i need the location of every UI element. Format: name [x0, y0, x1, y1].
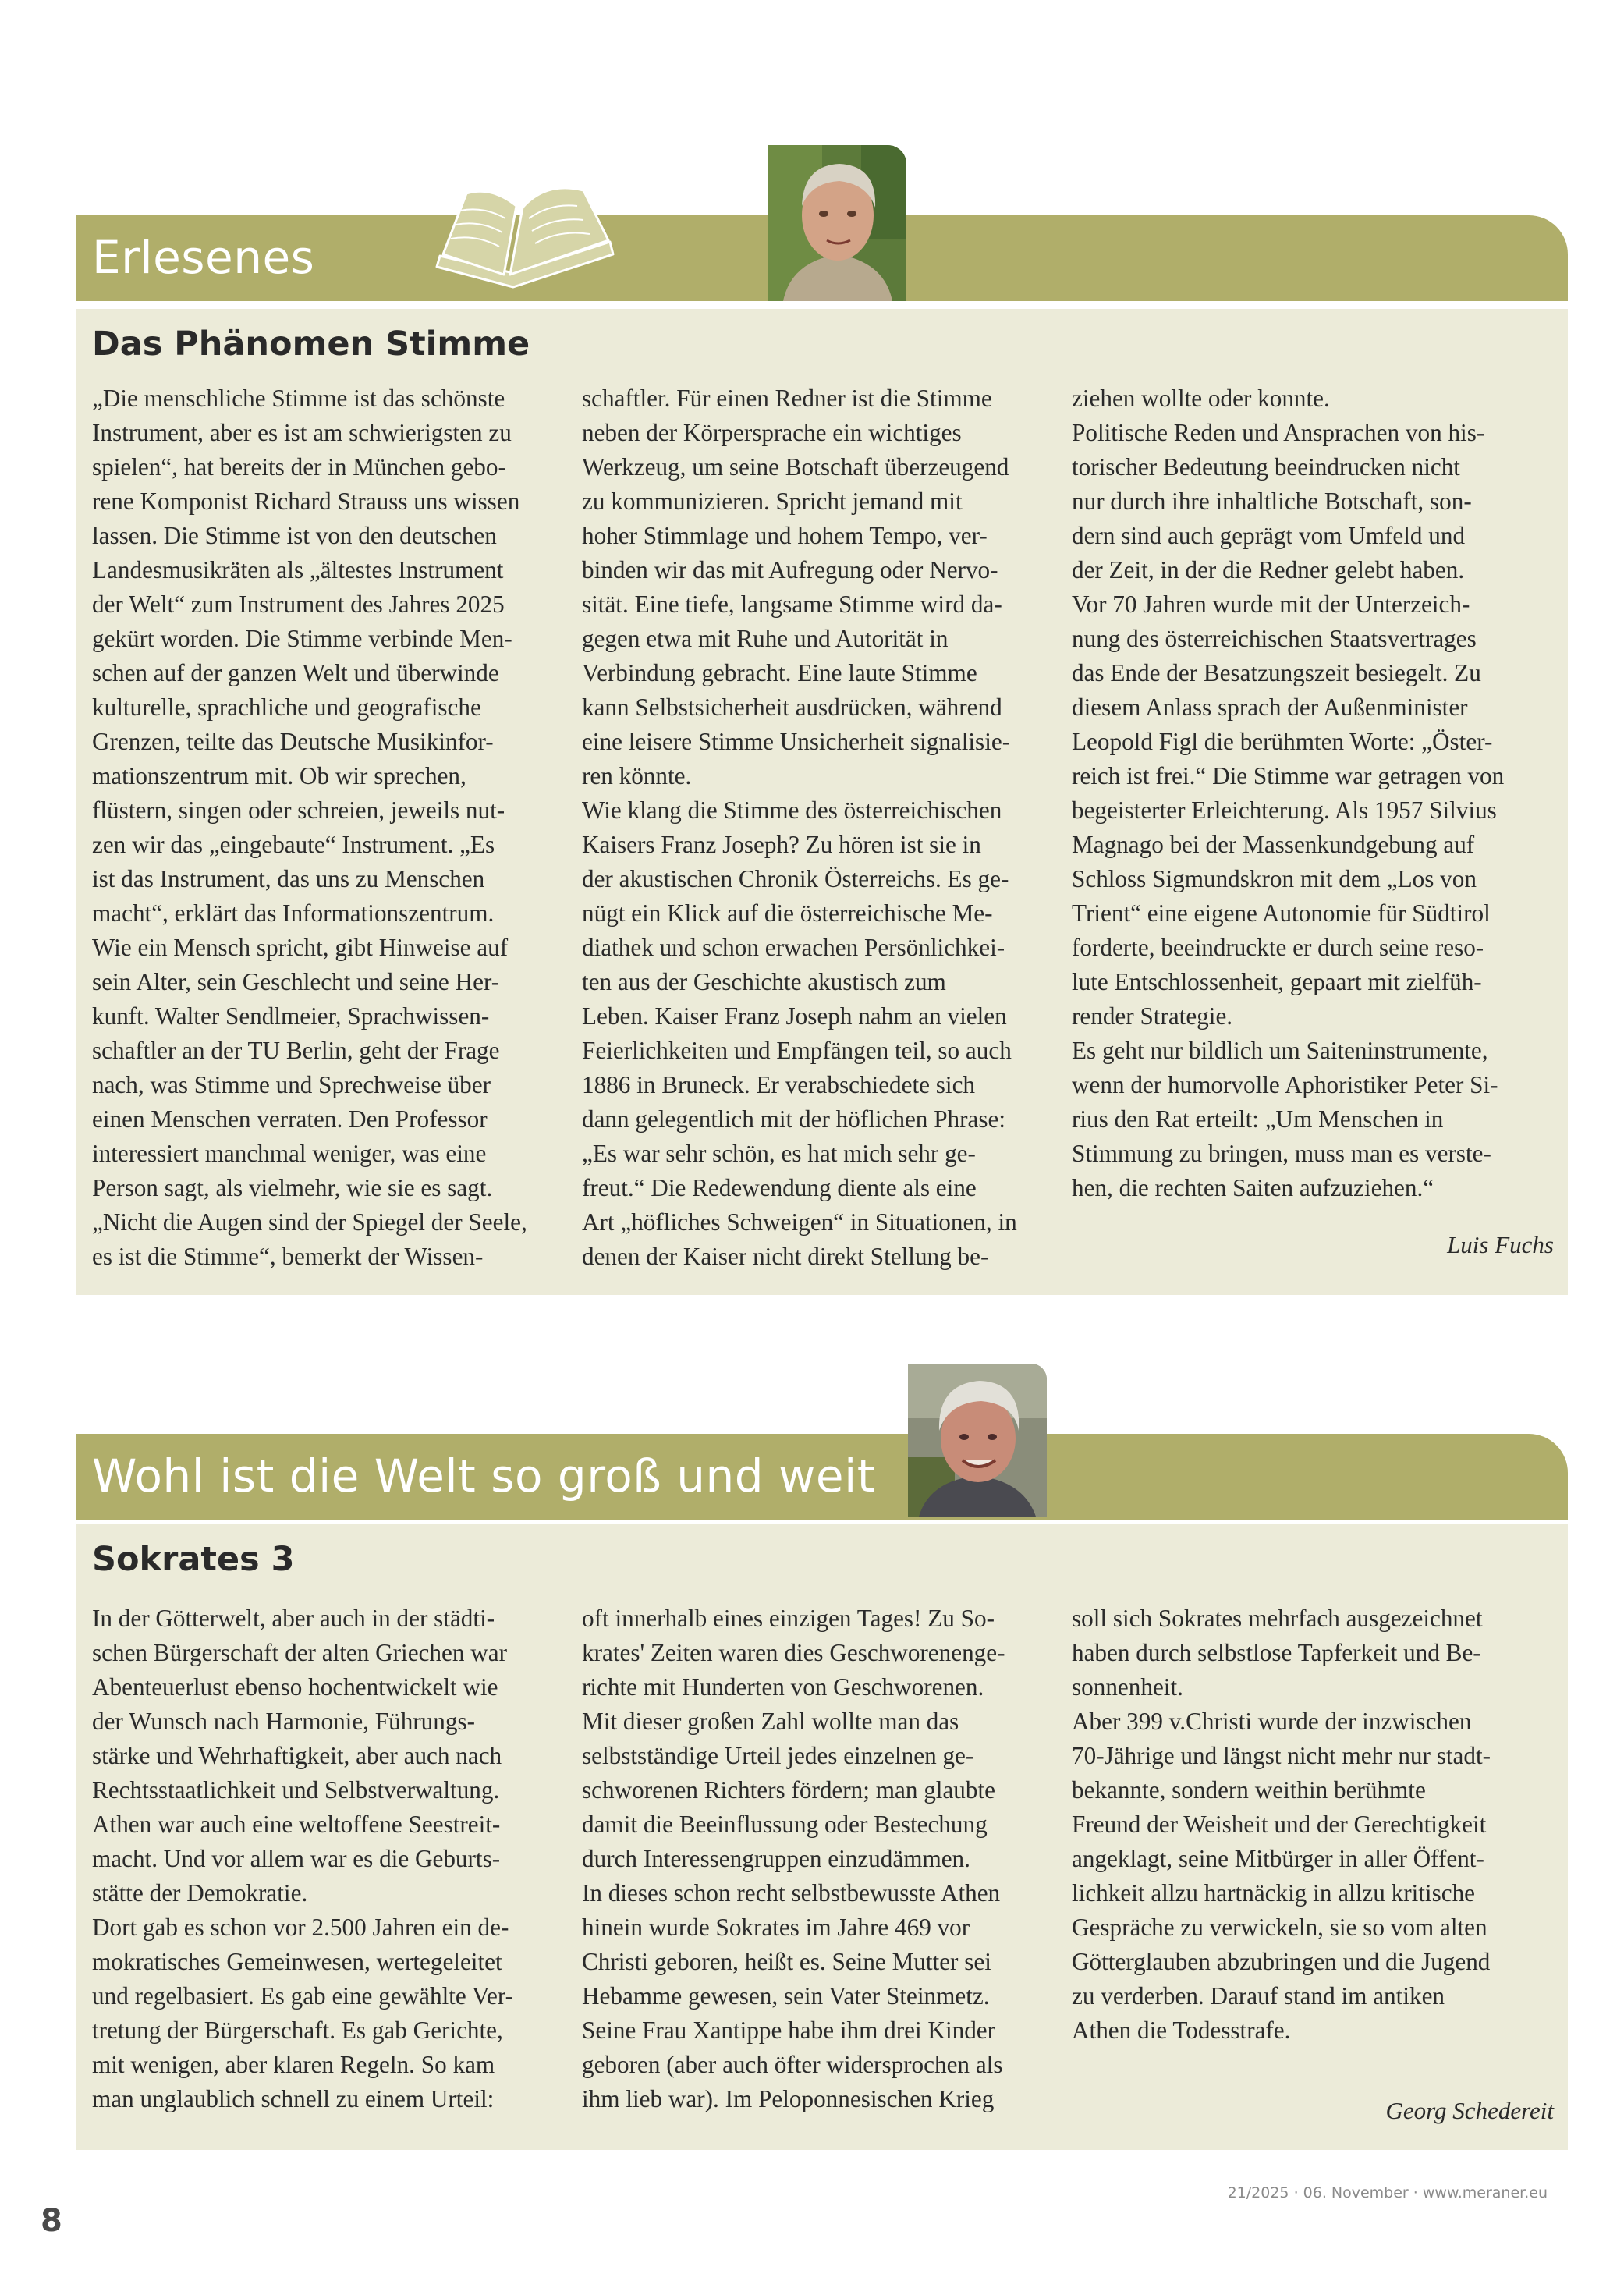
text-line: richte mit Hunderten von Geschworenen.	[582, 1673, 984, 1701]
text-line: haben durch selbstlose Tapferkeit und Be-	[1072, 1639, 1481, 1666]
text-line: macht“, erklärt das Informationszentrum.	[92, 899, 495, 927]
text-line: Verbindung gebracht. Eine laute Stimme	[582, 659, 977, 686]
text-line: kulturelle, sprachliche und geografische	[92, 694, 481, 721]
section-title: Erlesenes	[92, 231, 315, 284]
text-line: denen der Kaiser nicht direkt Stellung be-	[582, 1243, 989, 1270]
text-line: 1886 in Bruneck. Er verabschiedete sich	[582, 1071, 976, 1098]
text-line: oft innerhalb eines einzigen Tages! Zu So-	[582, 1605, 995, 1632]
text-line: der Zeit, in der die Redner gelebt haben.	[1072, 556, 1465, 584]
author-name: Luis Fuchs	[1447, 1231, 1554, 1258]
text-line: Leopold Figl die berühmten Worte: „Öster-	[1072, 728, 1493, 755]
article-sokrates	[76, 1364, 1568, 2150]
text-line: hoher Stimmlage und hohem Tempo, ver-	[582, 522, 988, 549]
text-line: In dieses schon recht selbstbewusste Athen	[582, 1879, 1001, 1907]
text-line: rene Komponist Richard Strauss uns wissen	[92, 488, 520, 515]
text-line: nügt ein Klick auf die österreichische Me-	[582, 899, 993, 927]
text-line: Athen war auch eine weltoffene Seestreit-	[92, 1811, 501, 1838]
text-line: schaftler an der TU Berlin, geht der Frage	[92, 1037, 500, 1064]
text-line: Christi geboren, heißt es. Seine Mutter sei	[582, 1948, 991, 1975]
text-line: Stimmung zu bringen, muss man es verste-	[1072, 1140, 1491, 1167]
text-line: schaftler. Für einen Redner ist die Stimme	[582, 385, 992, 412]
text-line: Wie ein Mensch spricht, gibt Hinweise auf	[92, 934, 509, 961]
text-line: dern sind auch geprägt vom Umfeld und	[1072, 522, 1466, 549]
text-line: forderte, beeindruckte er durch seine reso-	[1072, 934, 1484, 961]
article-subheading: Sokrates 3	[92, 1540, 295, 1579]
text-line: dann gelegentlich mit der höflichen Phrase:	[582, 1105, 1006, 1133]
text-line: krates' Zeiten waren dies Geschworenenge-	[582, 1639, 1005, 1666]
text-line: eine leisere Stimme Unsicherheit signalisie-	[582, 728, 1011, 755]
text-line: Person sagt, als vielmehr, wie sie es sagt.	[92, 1174, 493, 1201]
text-line: Mit dieser großen Zahl wollte man das	[582, 1708, 959, 1735]
text-line: lassen. Die Stimme ist von den deutschen	[92, 522, 497, 549]
text-line: Freund der Weisheit und der Gerechtigkeit	[1072, 1811, 1487, 1838]
text-line: macht. Und vor allem war es die Geburts-	[92, 1845, 501, 1872]
text-line: Aber 399 v.Christi wurde der inzwischen	[1072, 1708, 1472, 1735]
text-line: nach, was Stimme und Sprechweise über	[92, 1071, 491, 1098]
text-line: sonnenheit.	[1072, 1673, 1183, 1701]
text-line: stärke und Wehrhaftigkeit, aber auch nach	[92, 1742, 502, 1769]
text-line: soll sich Sokrates mehrfach ausgezeichnet	[1072, 1605, 1483, 1632]
text-column-2	[582, 381, 1054, 1274]
text-line: nung des österreichischen Staatsvertrages	[1072, 625, 1477, 652]
text-line: In der Götterwelt, aber auch in der städti-	[92, 1605, 495, 1632]
article-body-box	[76, 309, 1568, 1295]
text-line: einen Menschen verraten. Den Professor	[92, 1105, 488, 1133]
text-line: lichkeit allzu hartnäckig in allzu kritische	[1072, 1879, 1475, 1907]
text-line: Athen die Todesstrafe.	[1072, 2017, 1291, 2044]
text-line: kunft. Walter Sendlmeier, Sprachwissen-	[92, 1002, 490, 1030]
text-line: Werkzeug, um seine Botschaft überzeugend	[582, 453, 1009, 481]
text-line: Magnago bei der Massenkundgebung auf	[1072, 831, 1475, 858]
issue-info: 21/2025 · 06. November · www.meraner.eu	[1227, 2184, 1548, 2201]
text-line: flüstern, singen oder schreien, jeweils nut-	[92, 796, 505, 824]
text-column-2	[582, 1602, 1054, 2116]
text-line: ten aus der Geschichte akustisch zum	[582, 968, 946, 995]
text-line: Hebamme gewesen, sein Vater Steinmetz.	[582, 1982, 990, 2010]
text-line: binden wir das mit Aufregung oder Nervo-	[582, 556, 998, 584]
text-line: ist das Instrument, das uns zu Menschen	[92, 865, 485, 892]
text-line: neben der Körpersprache ein wichtiges	[582, 419, 962, 446]
text-line: zu verderben. Darauf stand im antiken	[1072, 1982, 1445, 2010]
text-line: der Wunsch nach Harmonie, Führungs-	[92, 1708, 475, 1735]
text-line: „Die menschliche Stimme ist das schönste	[92, 385, 505, 412]
text-line: schen Bürgerschaft der alten Griechen war	[92, 1639, 507, 1666]
text-line: torischer Bedeutung beeindrucken nicht	[1072, 453, 1460, 481]
text-line: Vor 70 Jahren wurde mit der Unterzeich-	[1072, 591, 1470, 618]
author-portrait-photo	[768, 145, 906, 301]
text-column-1	[92, 1602, 564, 2116]
text-column-3	[1072, 381, 1544, 1205]
text-line: begeisterter Erleichterung. Als 1957 Silvius	[1072, 796, 1497, 824]
text-line: Politische Reden und Ansprachen von his-	[1072, 419, 1485, 446]
article-erlesenes	[76, 145, 1568, 1295]
text-column-1	[92, 381, 564, 1274]
text-line: zen wir das „eingebaute“ Instrument. „Es	[92, 831, 495, 858]
text-column-3	[1072, 1602, 1544, 2048]
text-line: durch Interessengruppen einzudämmen.	[582, 1845, 970, 1872]
text-line: reich ist frei.“ Die Stimme war getragen von	[1072, 762, 1505, 789]
text-line: der akustischen Chronik Österreichs. Es ge-	[582, 865, 1009, 892]
text-line: Leben. Kaiser Franz Joseph nahm an vielen	[582, 1002, 1007, 1030]
text-line: schen auf der ganzen Welt und überwinde	[92, 659, 499, 686]
section-header-bar	[76, 1434, 1568, 1520]
text-line: angeklagt, seine Mitbürger in aller Öffent-	[1072, 1845, 1484, 1872]
text-line: Wie klang die Stimme des österreichischen	[582, 796, 1002, 824]
text-line: Feierlichkeiten und Empfängen teil, so auch	[582, 1037, 1012, 1064]
text-line: sein Alter, sein Geschlecht und seine Her-	[92, 968, 500, 995]
text-line: geboren (aber auch öfter widersprochen als	[582, 2051, 1003, 2078]
text-line: ziehen wollte oder konnte.	[1072, 385, 1330, 412]
text-line: gekürt worden. Die Stimme verbinde Men-	[92, 625, 512, 652]
text-line: 70-Jährige und längst nicht mehr nur stadt-	[1072, 1742, 1491, 1769]
text-line: zu kommunizieren. Spricht jemand mit	[582, 488, 963, 515]
text-line: „Es war sehr schön, es hat mich sehr ge-	[582, 1140, 976, 1167]
text-line: selbstständige Urteil jedes einzelnen ge-	[582, 1742, 974, 1769]
text-line: Rechtsstaatlichkeit und Selbstverwaltung.	[92, 1776, 500, 1804]
text-line: man unglaublich schnell zu einem Urteil:	[92, 2085, 495, 2112]
text-line: Seine Frau Xantippe habe ihm drei Kinder	[582, 2017, 996, 2044]
text-line: Gespräche zu verwickeln, sie so vom alten	[1072, 1914, 1487, 1941]
text-line: kann Selbstsicherheit ausdrücken, während	[582, 694, 1002, 721]
text-line: Landesmusikräten als „ältestes Instrument	[92, 556, 504, 584]
text-line: diathek und schon erwachen Persönlichkei-	[582, 934, 1005, 961]
text-line: bekannte, sondern weithin berühmte	[1072, 1776, 1426, 1804]
text-line: interessiert manchmal weniger, was eine	[92, 1140, 487, 1167]
text-line: schworenen Richters fördern; man glaubte	[582, 1776, 996, 1804]
text-line: spielen“, hat bereits der in München gebo-	[92, 453, 506, 481]
article-body-box	[76, 1524, 1568, 2150]
text-line: wenn der humorvolle Aphoristiker Peter Si-	[1072, 1071, 1498, 1098]
text-line: „Nicht die Augen sind der Spiegel der Seele,	[92, 1208, 527, 1236]
text-line: tretung der Bürgerschaft. Es gab Gerichte,	[92, 2017, 503, 2044]
article-subheading: Das Phänomen Stimme	[92, 325, 530, 364]
text-line: rius den Rat erteilt: „Um Menschen in	[1072, 1105, 1444, 1133]
text-line: sität. Eine tiefe, langsame Stimme wird da-	[582, 591, 1002, 618]
text-line: diesem Anlass sprach der Außenminister	[1072, 694, 1468, 721]
text-line: lute Entschlossenheit, gepaart mit zielfüh-	[1072, 968, 1482, 995]
text-line: hinein wurde Sokrates im Jahre 469 vor	[582, 1914, 970, 1941]
text-line: Götterglauben abzubringen und die Jugend	[1072, 1948, 1491, 1975]
text-line: der Welt“ zum Instrument des Jahres 2025	[92, 591, 505, 618]
text-line: das Ende der Besatzungszeit besiegelt. Zu	[1072, 659, 1481, 686]
text-line: Trient“ eine eigene Autonomie für Südtirol	[1072, 899, 1491, 927]
author-portrait-photo	[908, 1364, 1047, 1517]
text-line: ihm lieb war). Im Peloponnesischen Krieg	[582, 2085, 995, 2112]
author-name: Georg Schedereit	[1385, 2097, 1554, 2124]
page-number: 8	[41, 2203, 62, 2239]
text-line: gegen etwa mit Ruhe und Autorität in	[582, 625, 949, 652]
text-line: Grenzen, teilte das Deutsche Musikinfor-	[92, 728, 494, 755]
text-line: damit die Beeinflussung oder Bestechung	[582, 1811, 988, 1838]
text-line: ren könnte.	[582, 762, 692, 789]
text-line: Es geht nur bildlich um Saiteninstrumente,	[1072, 1037, 1488, 1064]
open-book-icon	[429, 179, 621, 296]
text-line: Kaisers Franz Joseph? Zu hören ist sie in	[582, 831, 981, 858]
text-line: mit wenigen, aber klaren Regeln. So kam	[92, 2051, 495, 2078]
text-line: Abenteuerlust ebenso hochentwickelt wie	[92, 1673, 498, 1701]
text-line: stätte der Demokratie.	[92, 1879, 308, 1907]
text-line: Schloss Sigmundskron mit dem „Los von	[1072, 865, 1477, 892]
text-line: mationszentrum mit. Ob wir sprechen,	[92, 762, 466, 789]
text-line: Instrument, aber es ist am schwierigsten zu	[92, 419, 512, 446]
text-line: hen, die rechten Saiten aufzuziehen.“	[1072, 1174, 1434, 1201]
text-line: Dort gab es schon vor 2.500 Jahren ein de-	[92, 1914, 509, 1941]
section-title: Wohl ist die Welt so groß und weit	[92, 1449, 875, 1502]
text-line: nur durch ihre inhaltliche Botschaft, son-	[1072, 488, 1472, 515]
text-line: und regelbasiert. Es gab eine gewählte Ver-	[92, 1982, 514, 2010]
text-line: freut.“ Die Redewendung diente als eine	[582, 1174, 977, 1201]
text-line: mokratisches Gemeinwesen, wertegeleitet	[92, 1948, 502, 1975]
text-line: render Strategie.	[1072, 1002, 1233, 1030]
text-line: es ist die Stimme“, bemerkt der Wissen-	[92, 1243, 484, 1270]
text-line: Art „höfliches Schweigen“ in Situationen, in	[582, 1208, 1017, 1236]
